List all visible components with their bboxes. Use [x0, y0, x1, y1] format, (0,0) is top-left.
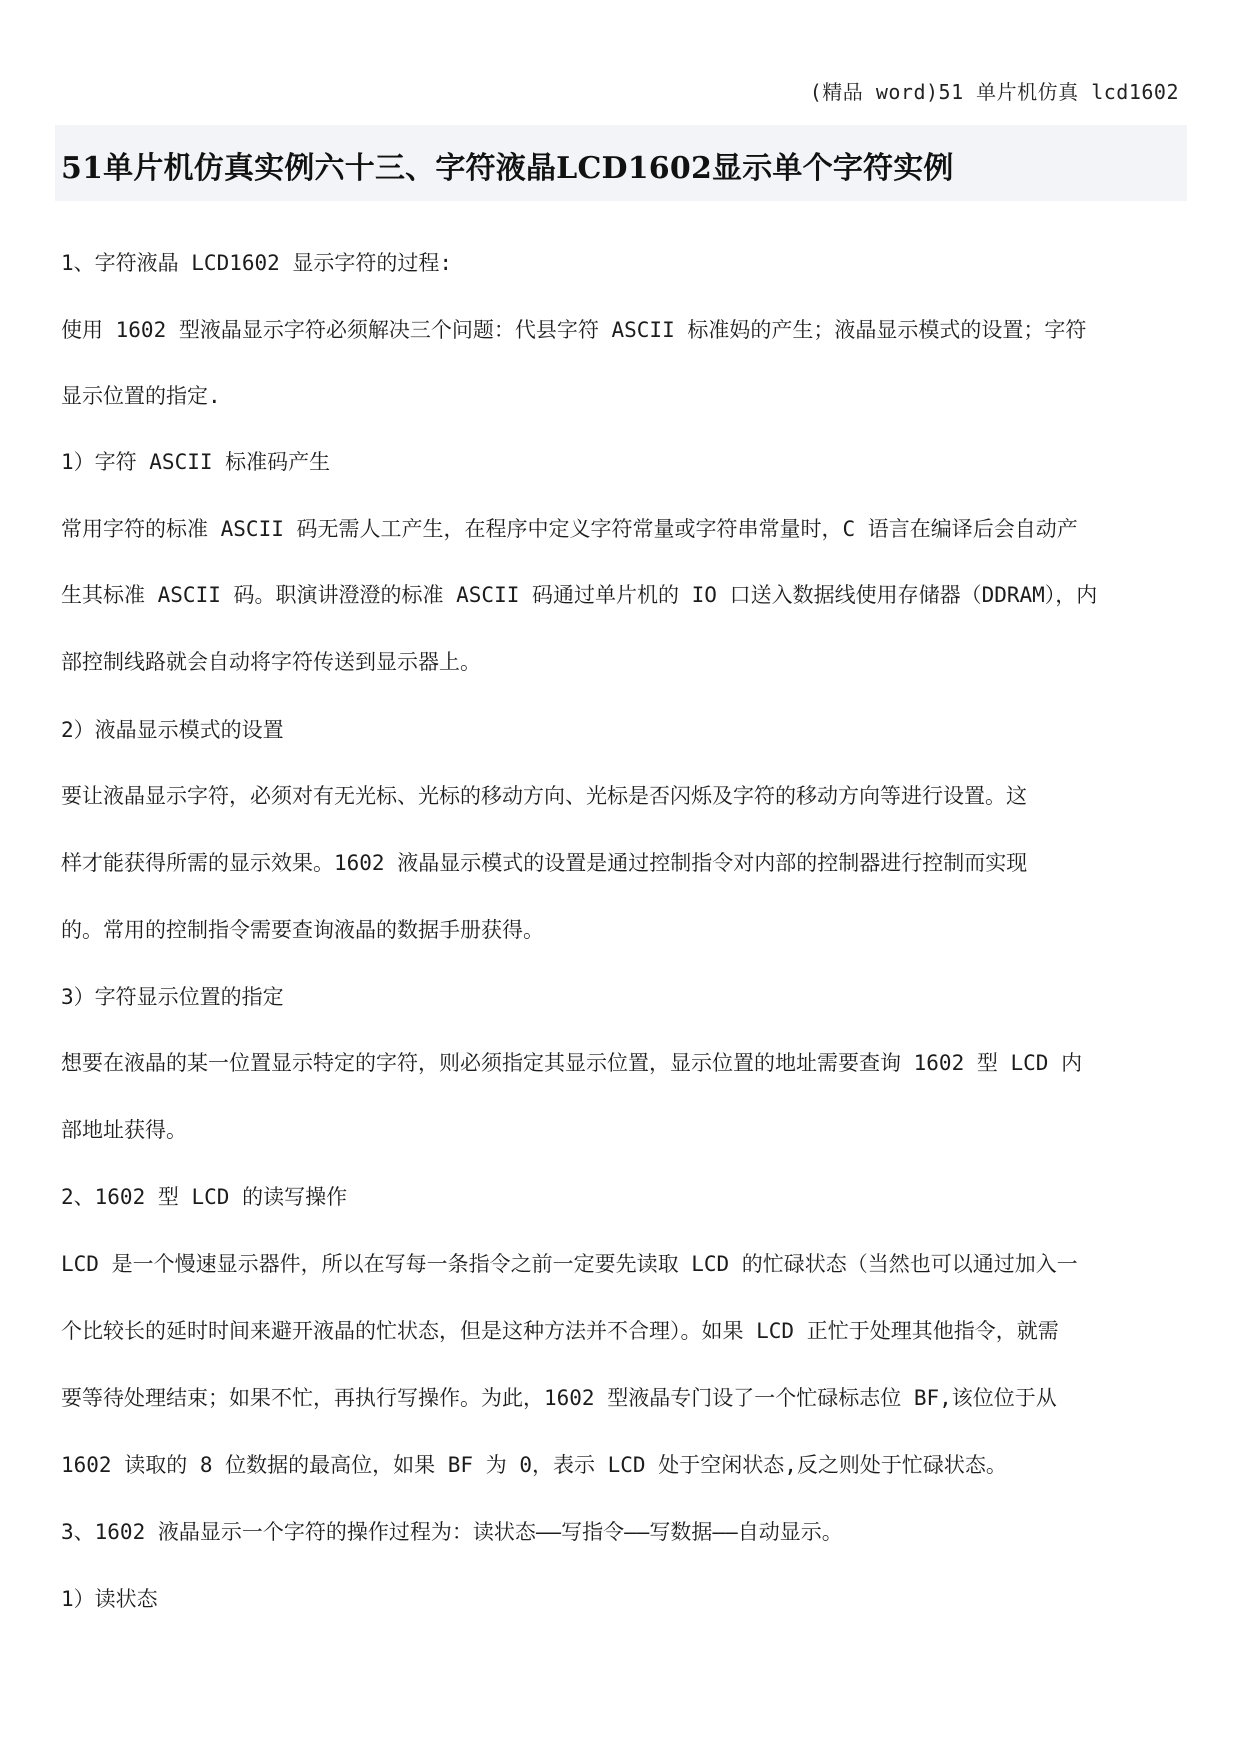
- title-banner: [55, 125, 1187, 201]
- subsection-heading: 1）读状态: [61, 1587, 158, 1611]
- paragraph-line: 要让液晶显示字符，必须对有无光标、光标的移动方向、光标是否闪烁及字符的移动方向等进行设置。这: [61, 784, 1027, 808]
- paragraph-line: 部控制线路就会自动将字符传送到显示器上。: [61, 650, 481, 674]
- subsection-heading: 2）液晶显示模式的设置: [61, 718, 284, 742]
- page-header-note: (精品 word)51 单片机仿真 lcd1602: [809, 80, 1179, 104]
- paragraph-line: 的。常用的控制指令需要查询液晶的数据手册获得。: [61, 918, 544, 942]
- paragraph-line: 生其标准 ASCII 码。职演讲澄澄的标准 ASCII 码通过单片机的 IO 口送入数据线使用存储器（DDRAM），内: [61, 583, 1098, 607]
- paragraph-line: 1602 读取的 8 位数据的最高位，如果 BF 为 0，表示 LCD 处于空闲状态,反之则处于忙碌状态。: [61, 1453, 1007, 1477]
- section-heading: 3、1602 液晶显示一个字符的操作过程为：读状态——写指令——写数据——自动显示。: [61, 1520, 843, 1544]
- subsection-heading: 1）字符 ASCII 标准码产生: [61, 450, 331, 474]
- paragraph-line: 想要在液晶的某一位置显示特定的字符，则必须指定其显示位置，显示位置的地址需要查询 1602 型 LCD 内: [61, 1051, 1083, 1075]
- section-heading: 1、字符液晶 LCD1602 显示字符的过程:: [61, 251, 453, 275]
- paragraph-line: 部地址获得。: [61, 1118, 187, 1142]
- paragraph-line: 个比较长的延时时间来避开液晶的忙状态，但是这种方法并不合理）。如果 LCD 正忙于处理其他指令，就需: [61, 1319, 1059, 1343]
- paragraph-line: 常用字符的标准 ASCII 码无需人工产生，在程序中定义字符常量或字符串常量时，C 语言在编译后会自动产: [61, 517, 1078, 541]
- subsection-heading: 3）字符显示位置的指定: [61, 985, 284, 1009]
- paragraph-line: 要等待处理结束；如果不忙，再执行写操作。为此，1602 型液晶专门设了一个忙碌标志位 BF,该位位于从: [61, 1386, 1057, 1410]
- paragraph-line: 样才能获得所需的显示效果。1602 液晶显示模式的设置是通过控制指令对内部的控制器进行控制而实现: [61, 851, 1028, 875]
- paragraph-line: LCD 是一个慢速显示器件，所以在写每一条指令之前一定要先读取 LCD 的忙碌状态（当然也可以通过加入一: [61, 1252, 1078, 1276]
- section-heading: 2、1602 型 LCD 的读写操作: [61, 1185, 348, 1209]
- paragraph-line: 使用 1602 型液晶显示字符必须解决三个问题：代县字符 ASCII 标准妈的产生；液晶显示模式的设置；字符: [61, 318, 1087, 342]
- paragraph-line: 显示位置的指定.: [61, 384, 221, 408]
- document-title: 51单片机仿真实例六十三、字符液晶LCD1602显示单个字符实例: [61, 151, 954, 186]
